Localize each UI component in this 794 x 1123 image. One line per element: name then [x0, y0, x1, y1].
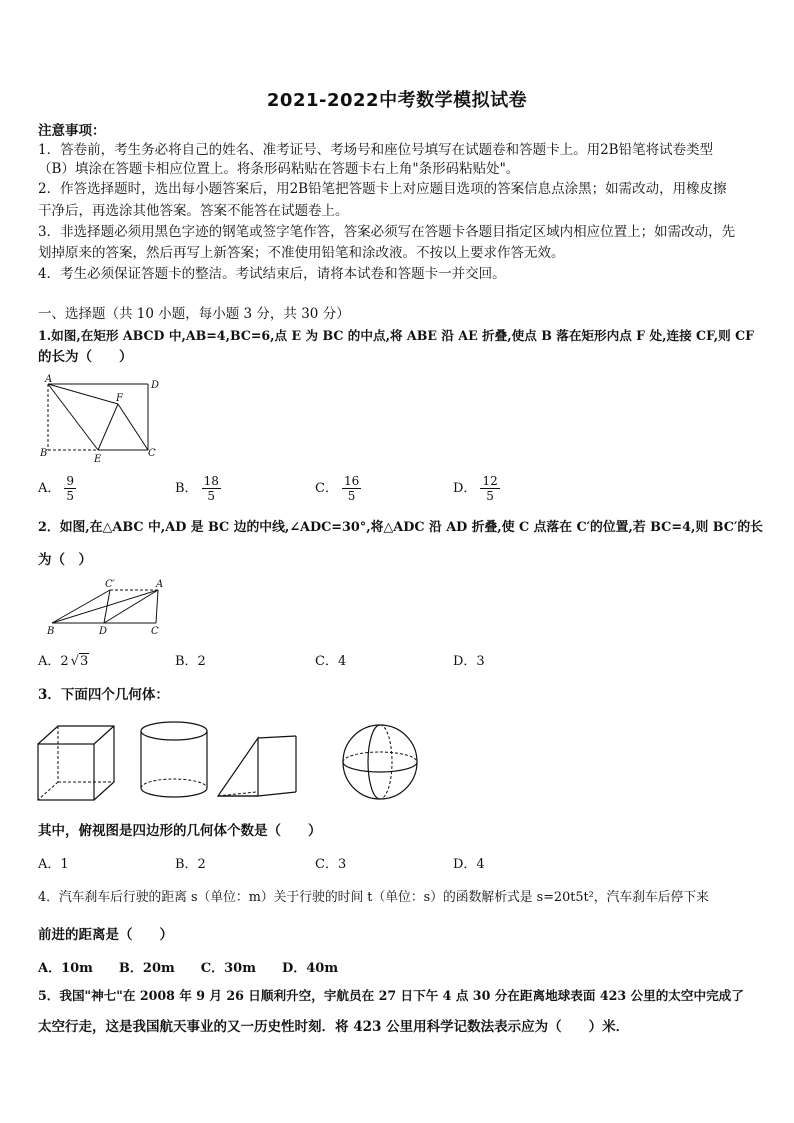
- q1-stem-line1: 1.如图,在矩形 ABCD 中,AB=4,BC=6,点 E 为 BC 的中点,将 ABE 沿 AE 折叠,使点 B 落在矩形内点 F 处,连接 CF,则 CF: [38, 328, 755, 343]
- point-label-c: C: [148, 448, 156, 459]
- option-label: C．: [315, 481, 338, 496]
- radical-sign: √3: [70, 654, 89, 669]
- fraction-denominator: 5: [347, 489, 356, 503]
- q2-option-b: B．2: [175, 654, 206, 669]
- q3-solids-figure: [34, 718, 434, 806]
- notice-heading: 注意事项：: [38, 123, 106, 139]
- option-label: A．2: [38, 654, 69, 669]
- q1-rectangle-figure: [36, 374, 166, 464]
- notice-line: 划掉原来的答案，然后再写上新答案；不准使用铅笔和涂改液。不按以上要求作答无效。: [38, 245, 565, 261]
- q2-stem-line1: 2．如图,在△ABC 中,AD 是 BC 边的中线,∠ADC=30°,将△ADC 沿 AD 折叠,使 C 点落在 C′的位置,若 BC=4,则 BC′的长: [38, 520, 763, 535]
- page-title: 2021-2022中考数学模拟试卷: [266, 90, 528, 111]
- q3-option-a: A．1: [38, 857, 69, 872]
- option-label: D．: [453, 481, 477, 496]
- point-label-f: F: [116, 393, 123, 404]
- q4-stem-line1: 4．汽车刹车后行驶的距离 s（单位：m）关于行驶的时间 t（单位：s）的函数解析式是 s=20t5t²，汽车刹车后停下来: [38, 890, 709, 905]
- point-label-e: E: [94, 454, 102, 464]
- fraction-numerator: 9: [66, 474, 75, 488]
- point-label-d: D: [151, 380, 160, 391]
- fraction-denominator: 5: [207, 489, 216, 503]
- q4-options: A．10m B．20m C．30m D．40m: [38, 961, 339, 976]
- fraction-numerator: 12: [482, 474, 498, 488]
- q1-option-a: [38, 474, 76, 503]
- q5-stem-line1: 5．我国"神七"在 2008 年 9 月 26 日顺利升空，宇航员在 27 日下午 4 点 30 分在距离地球表面 423 公里的太空中完成了: [38, 988, 744, 1003]
- notice-line: 3．非选择题必须用黑色字迹的钢笔或签字笔作答，答案必须写在答题卡各题目指定区域内相应位置上；如需改动，先: [38, 224, 736, 240]
- prism-figure: [218, 736, 296, 796]
- notice-line: （B）填涂在答题卡相应位置上。将条形码粘贴在答题卡右上角"条形码粘贴处"。: [38, 161, 520, 177]
- q2-triangle-figure: [44, 576, 174, 638]
- option-label: B．: [175, 481, 198, 496]
- q1-option-d: [453, 474, 500, 503]
- cube-figure: [38, 726, 114, 800]
- notice-line: 1．答卷前，考生务必将自己的姓名、准考证号、考场号和座位号填写在试题卷和答题卡上。用2B铅笔将试卷类型: [38, 142, 714, 158]
- point-label-d: D: [99, 626, 108, 637]
- q4-stem-line2: 前进的距离是（ ）: [38, 927, 173, 943]
- q1-stem-line2: 的长为（ ）: [38, 349, 133, 365]
- fraction-denominator: 5: [486, 489, 494, 503]
- q3-stem-line2: 其中，俯视图是四边形的几何体个数是（ ）: [38, 823, 322, 839]
- q2-option-d: D．3: [453, 654, 485, 669]
- notice-line: 2．作答选择题时，选出每小题答案后，用2B铅笔把答题卡上对应题目选项的答案信息点涂黑；如需改动，用橡皮擦: [38, 181, 727, 197]
- point-label-b: B: [40, 448, 48, 459]
- radicand: 3: [79, 654, 89, 669]
- notice-line: 4．考生必须保证答题卡的整洁。考试结束后，请将本试卷和答题卡一并交回。: [38, 266, 506, 282]
- q1-option-b: [175, 474, 221, 503]
- point-label-a: A: [156, 579, 164, 590]
- q2-stem-line2: 为（ ）: [38, 552, 92, 568]
- option-label: A．: [38, 481, 61, 496]
- q2-option-c: C．4: [315, 654, 347, 669]
- q3-option-d: D．4: [453, 857, 485, 872]
- q3-option-b: B．2: [175, 857, 206, 872]
- notice-line: 干净后，再选涂其他答案。答案不能答在试题卷上。: [38, 203, 349, 219]
- sphere-figure: [343, 725, 417, 799]
- fraction-denominator: 5: [66, 489, 75, 503]
- q3-stem-line1: 3．下面四个几何体：: [38, 687, 169, 703]
- q3-option-c: C．3: [315, 857, 347, 872]
- q2-option-a: [38, 650, 89, 669]
- point-label-a: A: [45, 374, 53, 385]
- q5-stem-line2: 太空行走，这是我国航天事业的又一历史性时刻．将 423 公里用科学记数法表示应为（ ）米．: [38, 1019, 630, 1035]
- cylinder-figure: [141, 722, 207, 797]
- fraction-numerator: 18: [203, 474, 219, 488]
- fraction-numerator: 16: [343, 474, 360, 488]
- point-label-c-prime: C′: [105, 579, 115, 590]
- q1-option-c: [315, 474, 361, 503]
- section-heading: 一、选择题（共 10 小题，每小题 3 分，共 30 分）: [38, 306, 350, 322]
- point-label-c: C: [151, 626, 159, 637]
- point-label-b: B: [47, 626, 55, 637]
